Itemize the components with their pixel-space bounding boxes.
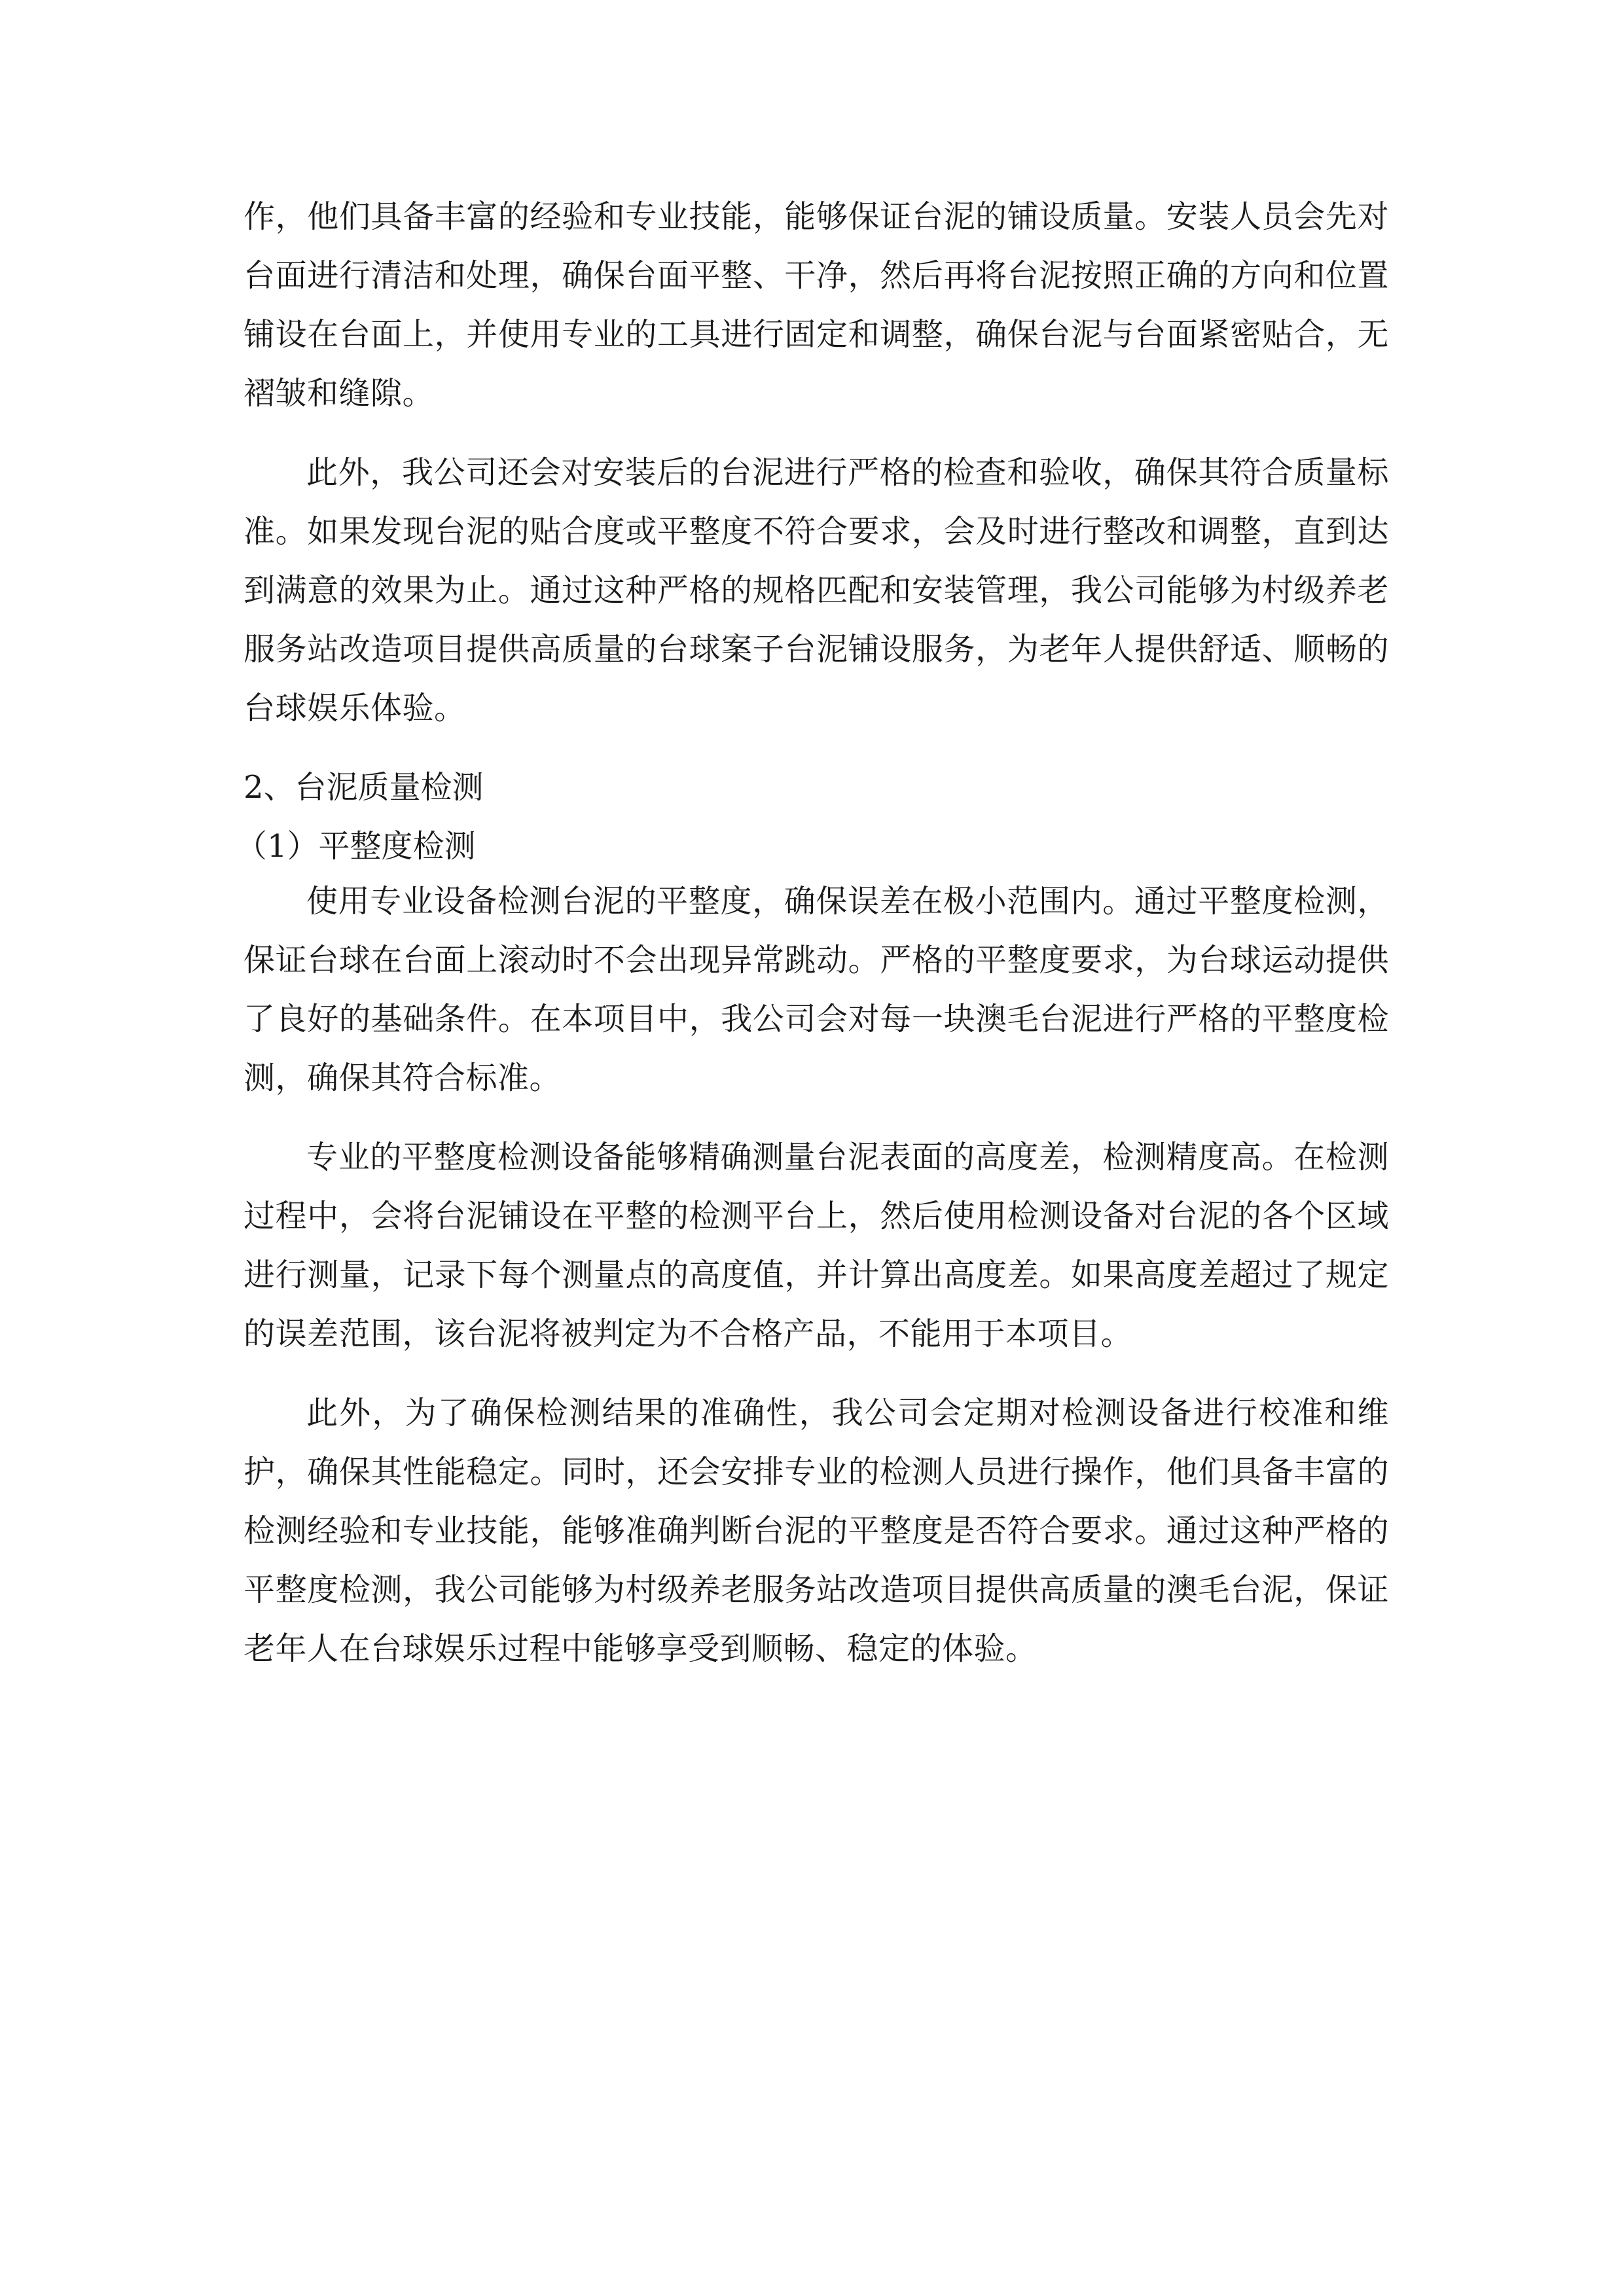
subsection-heading: （1）平整度检测 bbox=[236, 828, 476, 865]
section-heading: 2、台泥质量检测 bbox=[244, 769, 484, 806]
section-heading-block bbox=[236, 758, 1389, 876]
paragraph-flatness-equipment: 专业的平整度检测设备能够精确测量台泥表面的高度差，检测精度高。在检测过程中，会将台泥铺设在平整的检测平台上，然后使用检测设备对台泥的各个区域进行测量，记录下每个测量点的高度值，并计算出高度差。如果高度差超过了规定的误差范围，该台泥将被判定为不合格产品，不能用于本项目。 bbox=[244, 1139, 1389, 1352]
document-body bbox=[236, 187, 1389, 1678]
paragraph-calibration: 此外，为了确保检测结果的准确性，我公司会定期对检测设备进行校准和维护，确保其性能稳定。同时，还会安排专业的检测人员进行操作，他们具备丰富的检测经验和专业技能，能够准确判断台泥的平整度是否符合要求。通过这种严格的平整度检测，我公司能够为村级养老服务站改造项目提供高质量的澳毛台泥，保证老年人在台球娱乐过程中能够享受到顺畅、稳定的体验。 bbox=[244, 1395, 1389, 1667]
paragraph-inspection-acceptance: 此外，我公司还会对安装后的台泥进行严格的检查和验收，确保其符合质量标准。如果发现台泥的贴合度或平整度不符合要求，会及时进行整改和调整，直到达到满意的效果为止。通过这种严格的规格匹配和安装管理，我公司能够为村级养老服务站改造项目提供高质量的台球案子台泥铺设服务，为老年人提供舒适、顺畅的台球娱乐体验。 bbox=[244, 454, 1389, 726]
paragraph-continuation: 作，他们具备丰富的经验和专业技能，能够保证台泥的铺设质量。安装人员会先对台面进行清洁和处理，确保台面平整、干净，然后再将台泥按照正确的方向和位置铺设在台面上，并使用专业的工具进行固定和调整，确保台泥与台面紧密贴合，无褶皱和缝隙。 bbox=[244, 198, 1389, 412]
paragraph-flatness-intro: 使用专业设备检测台泥的平整度，确保误差在极小范围内。通过平整度检测，保证台球在台面上滚动时不会出现异常跳动。严格的平整度要求，为台球运动提供了良好的基础条件。在本项目中，我公司会对每一块澳毛台泥进行严格的平整度检测，确保其符合标准。 bbox=[244, 883, 1389, 1096]
